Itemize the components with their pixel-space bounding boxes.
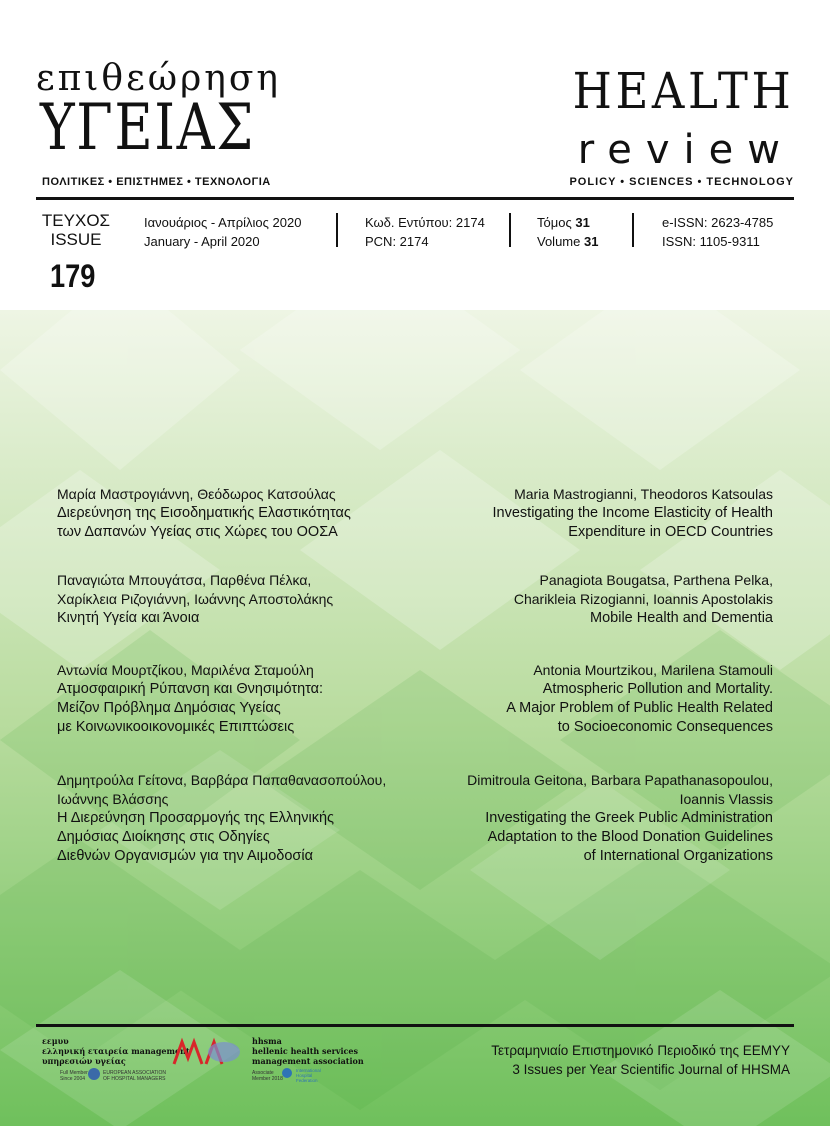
article-title: of International Organizations bbox=[583, 848, 773, 864]
article-english-4 bbox=[467, 771, 773, 866]
article-authors: Ioannis Vlassis bbox=[679, 791, 773, 807]
logo-line: υπηρεσιών υγείας bbox=[42, 1056, 126, 1066]
article-title: A Major Problem of Public Health Related bbox=[506, 700, 773, 716]
article-title: Ατμοσφαιρική Ρύπανση και Θνησιμότητα: bbox=[57, 681, 324, 697]
article-title: Διερεύνηση της Εισοδηματικής Ελαστικότητας bbox=[57, 505, 351, 521]
greek-brand-top: επιθεώρηση bbox=[36, 58, 281, 99]
date-english: January - April 2020 bbox=[144, 234, 260, 249]
hhsma-logo bbox=[252, 1036, 364, 1066]
member-since-text: Full Member Since 2004 bbox=[60, 1070, 88, 1082]
greek-brand-subtitle: ΠΟΛΙΤΙΚΕΣ • ΕΠΙΣΤΗΜΕΣ • ΤΕΧΝΟΛΟΓΙΑ bbox=[42, 176, 271, 188]
tagline-english: 3 Issues per Year Scientific Journal of HHSMA bbox=[512, 1062, 790, 1077]
issue-number: 179 bbox=[50, 258, 96, 294]
article-authors: Ιωάννης Βλάσσης bbox=[57, 791, 169, 807]
article-greek-1 bbox=[57, 485, 351, 542]
issn: ISSN: 1105-9311 bbox=[662, 234, 760, 249]
article-title: Investigating the Greek Public Administration bbox=[485, 810, 773, 826]
issue-codes bbox=[365, 213, 485, 251]
english-brand-top: HEALTH bbox=[572, 62, 794, 120]
article-greek-4 bbox=[57, 771, 386, 866]
ihf-text: International Hospital Federation bbox=[296, 1068, 321, 1083]
eahm-text: EUROPEAN ASSOCIATION OF HOSPITAL MANAGERS bbox=[103, 1070, 166, 1082]
ihf-emblem-icon bbox=[282, 1068, 292, 1078]
article-english-3 bbox=[506, 661, 773, 737]
logo-line: εεμυυ bbox=[42, 1036, 69, 1046]
article-greek-3 bbox=[57, 661, 323, 737]
greek-brand-main: ΥΓΕΙΑΣ bbox=[40, 91, 255, 165]
volume-greek-prefix: Τόμος bbox=[537, 215, 572, 230]
code-greek: Κωδ. Εντύπου: 2174 bbox=[365, 215, 485, 230]
code-english: PCN: 2174 bbox=[365, 234, 429, 249]
logo-line: ελληνική εταιρεία management bbox=[42, 1046, 190, 1056]
article-title: Atmospheric Pollution and Mortality. bbox=[542, 681, 773, 697]
article-title: των Δαπανών Υγείας στις Χώρες του ΟΟΣΑ bbox=[57, 524, 338, 540]
meta-divider bbox=[509, 213, 511, 247]
article-authors: Panagiota Bougatsa, Parthena Pelka, bbox=[539, 572, 773, 588]
issue-volume bbox=[537, 213, 598, 251]
article-authors: Maria Mastrogianni, Theodoros Katsoulas bbox=[514, 486, 773, 502]
associate-member-text: Associate Member 2018 bbox=[252, 1070, 283, 1082]
meta-divider bbox=[632, 213, 634, 247]
tagline-greek: Τετραμηνιαίο Επιστημονικό Περιοδικό της ΕΕΜΥΥ bbox=[491, 1043, 790, 1058]
article-title: Expenditure in OECD Countries bbox=[568, 524, 773, 540]
article-title: to Socioeconomic Consequences bbox=[557, 719, 773, 735]
meta-divider bbox=[336, 213, 338, 247]
article-greek-2 bbox=[57, 571, 333, 628]
article-title: Δημόσιας Διοίκησης στις Οδηγίες bbox=[57, 829, 270, 845]
article-title: με Κοινωνικοοικονομικές Επιπτώσεις bbox=[57, 719, 295, 735]
issue-issn bbox=[662, 213, 773, 251]
article-english-1 bbox=[493, 485, 773, 542]
article-authors: Αντωνία Μουρτζίκου, Μαριλένα Σταμούλη bbox=[57, 662, 314, 678]
article-title: Mobile Health and Dementia bbox=[590, 610, 773, 626]
issue-label-english: ISSUE bbox=[50, 230, 102, 249]
article-title: Adaptation to the Blood Donation Guidelines bbox=[487, 829, 773, 845]
article-title: Η Διερεύνηση Προσαρμογής της Ελληνικής bbox=[57, 810, 335, 826]
eemyy-logo bbox=[42, 1036, 190, 1066]
article-authors: Παναγιώτα Μπουγάτσα, Παρθένα Πέλκα, bbox=[57, 572, 312, 588]
top-rule bbox=[36, 197, 794, 200]
journal-tagline bbox=[491, 1041, 790, 1079]
bottom-rule bbox=[36, 1024, 794, 1027]
logo-line: hellenic health services bbox=[252, 1046, 358, 1056]
hhsma-graphic-icon bbox=[172, 1036, 242, 1068]
logo-line: hhsma bbox=[252, 1036, 282, 1046]
english-brand-subtitle: POLICY • SCIENCES • TECHNOLOGY bbox=[569, 176, 794, 188]
article-title: Μείζον Πρόβλημα Δημόσιας Υγείας bbox=[57, 700, 281, 716]
issue-label bbox=[36, 211, 116, 249]
eissn: e-ISSN: 2623-4785 bbox=[662, 215, 774, 230]
eahm-emblem-icon bbox=[88, 1068, 100, 1080]
article-title: Κινητή Υγεία και Άνοια bbox=[57, 610, 200, 626]
article-title: Διεθνών Οργανισμών για την Αιμοδοσία bbox=[57, 848, 313, 864]
article-english-2 bbox=[514, 571, 773, 628]
article-authors: Μαρία Μαστρογιάννη, Θεόδωρος Κατσούλας bbox=[57, 486, 336, 502]
article-authors: Charikleia Rizogianni, Ioannis Apostolakis bbox=[513, 591, 773, 607]
article-title: Investigating the Income Elasticity of Health bbox=[492, 505, 773, 521]
issue-dates bbox=[144, 213, 301, 251]
volume-number: 31 bbox=[575, 215, 590, 230]
article-authors: Antonia Mourtzikou, Marilena Stamouli bbox=[533, 662, 773, 678]
article-authors: Dimitroula Geitona, Barbara Papathanasopoulou, bbox=[467, 772, 773, 788]
date-greek: Ιανουάριος - Απρίλιος 2020 bbox=[144, 215, 302, 230]
volume-number: 31 bbox=[584, 234, 599, 249]
volume-english-prefix: Volume bbox=[537, 234, 581, 249]
english-brand-main: review bbox=[577, 127, 794, 173]
logo-line: management association bbox=[252, 1056, 364, 1066]
issue-label-greek: ΤΕΥΧΟΣ bbox=[41, 211, 111, 230]
article-authors: Δημητρούλα Γείτονα, Βαρβάρα Παπαθανασοπούλου, bbox=[57, 772, 387, 788]
article-authors: Χαρίκλεια Ριζογιάννη, Ιωάννης Αποστολάκης bbox=[57, 591, 334, 607]
